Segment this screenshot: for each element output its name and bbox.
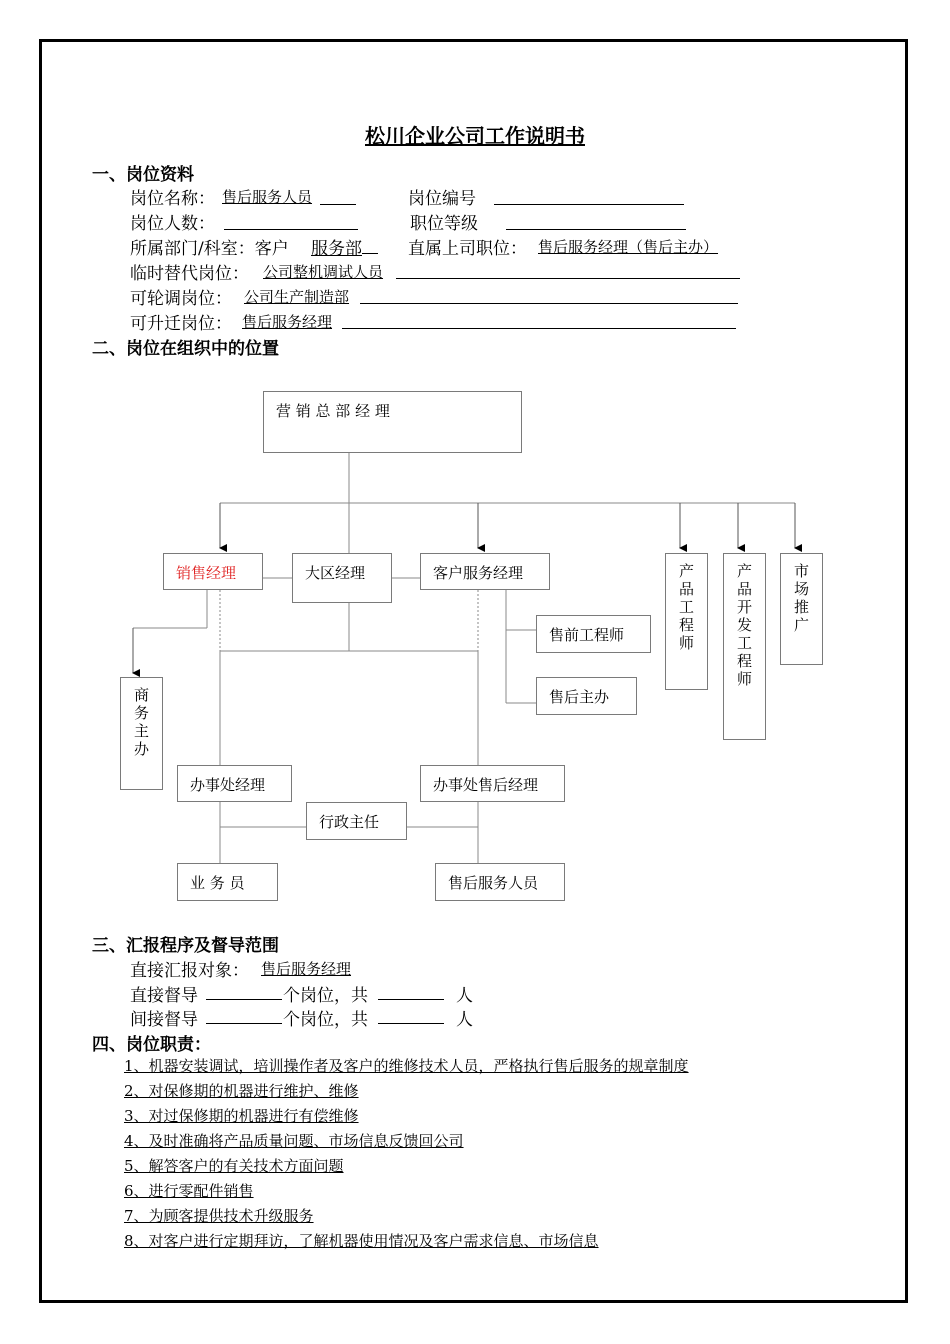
org-product-dev-engineer-label: 产品开发工程师 (736, 562, 752, 688)
section2-heading: 二、岗位在组织中的位置 (92, 339, 279, 359)
org-sales-manager (163, 553, 263, 590)
org-aftersales-lead (536, 677, 637, 715)
indirect-people-field (378, 1023, 444, 1024)
org-aftersales-lead-label: 售后主办 (549, 688, 610, 706)
section4-heading: 四、岗位职责： (92, 1035, 211, 1055)
superior-value: 售后服务经理（售后主办） (538, 238, 719, 256)
position-no-label: 岗位编号 (408, 189, 476, 209)
org-cs-manager (420, 553, 550, 590)
indirect-positions-field (206, 1023, 282, 1024)
report-value: 售后服务经理 (261, 960, 352, 978)
duty-item: 3、对过保修期的机器进行有偿维修 (124, 1107, 359, 1125)
org-salesperson (177, 863, 278, 901)
section1-heading: 一、岗位资料 (92, 165, 194, 185)
org-admin-lead (306, 802, 407, 840)
org-business-lead-label: 商务主办 (133, 686, 149, 758)
org-office-aftersales-manager (420, 765, 565, 802)
promotion-value: 售后服务经理 (242, 313, 333, 331)
direct-mid-text: 个岗位，共 (283, 986, 368, 1006)
indirect-mid-text: 个岗位，共 (283, 1010, 368, 1030)
org-salesperson-label: 业 务 员 (190, 874, 245, 892)
position-name-label: 岗位名称： (130, 189, 215, 209)
superior-label: 直属上司职位： (408, 239, 527, 259)
duty-item: 5、解答客户的有关技术方面问题 (124, 1157, 344, 1175)
rotation-value: 公司生产制造部 (244, 288, 350, 306)
org-sales-manager-label: 销售经理 (176, 564, 237, 582)
org-presales-engineer-label: 售前工程师 (549, 626, 625, 644)
org-admin-lead-label: 行政主任 (319, 813, 380, 831)
dept-value: 服务部 (311, 239, 362, 259)
headcount-label: 岗位人数： (130, 214, 215, 234)
org-product-engineer (665, 553, 708, 690)
duty-item: 8、对客户进行定期拜访，了解机器使用情况及客户需求信息、市场信息 (124, 1232, 599, 1250)
org-cs-manager-label: 客户服务经理 (433, 564, 524, 582)
promotion-label: 可升迁岗位： (130, 314, 232, 334)
direct-supervise-label: 直接督导 (130, 986, 198, 1006)
org-market-promotion-label: 市场推广 (793, 562, 809, 634)
org-product-engineer-label: 产品工程师 (678, 562, 694, 652)
position-name-value: 售后服务人员 (222, 188, 313, 206)
org-office-aftersales-manager-label: 办事处售后经理 (433, 776, 539, 794)
duty-item: 6、进行零配件销售 (124, 1182, 254, 1200)
direct-end-text: 人 (456, 986, 473, 1006)
indirect-supervise-label: 间接督导 (130, 1010, 198, 1030)
indirect-end-text: 人 (456, 1010, 473, 1030)
report-label: 直接汇报对象： (130, 961, 249, 981)
org-office-manager-label: 办事处经理 (190, 776, 266, 794)
rotation-label: 可轮调岗位： (130, 289, 232, 309)
org-office-manager (177, 765, 292, 802)
direct-people-field (378, 999, 444, 1000)
org-aftersales-staff-label: 售后服务人员 (448, 874, 539, 892)
dept-label: 所属部门/科室：客户 (130, 239, 289, 259)
substitute-label: 临时替代岗位： (130, 264, 249, 284)
org-product-dev-engineer (723, 553, 766, 740)
duty-item: 2、对保修期的机器进行维护、维修 (124, 1082, 359, 1100)
org-market-promotion (780, 553, 823, 665)
org-business-lead (120, 677, 163, 790)
org-region-manager (292, 553, 392, 603)
duty-item: 7、为顾客提供技术升级服务 (124, 1207, 314, 1225)
duty-item: 4、及时准确将产品质量问题、市场信息反馈回公司 (124, 1132, 464, 1150)
org-presales-engineer (536, 615, 651, 653)
section3-heading: 三、汇报程序及督导范围 (92, 936, 279, 956)
org-region-manager-label: 大区经理 (305, 564, 366, 582)
org-top-label: 营 销 总 部 经 理 (276, 402, 390, 420)
org-aftersales-staff (435, 863, 565, 901)
substitute-value: 公司整机调试人员 (263, 263, 384, 281)
org-top-executive (263, 391, 522, 453)
direct-positions-field (206, 999, 282, 1000)
duty-item: 1、机器安装调试，培训操作者及客户的维修技术人员，严格执行售后服务的规章制度 (124, 1057, 689, 1075)
grade-label: 职位等级 (410, 214, 478, 234)
page-title: 松川企业公司工作说明书 (365, 124, 585, 148)
